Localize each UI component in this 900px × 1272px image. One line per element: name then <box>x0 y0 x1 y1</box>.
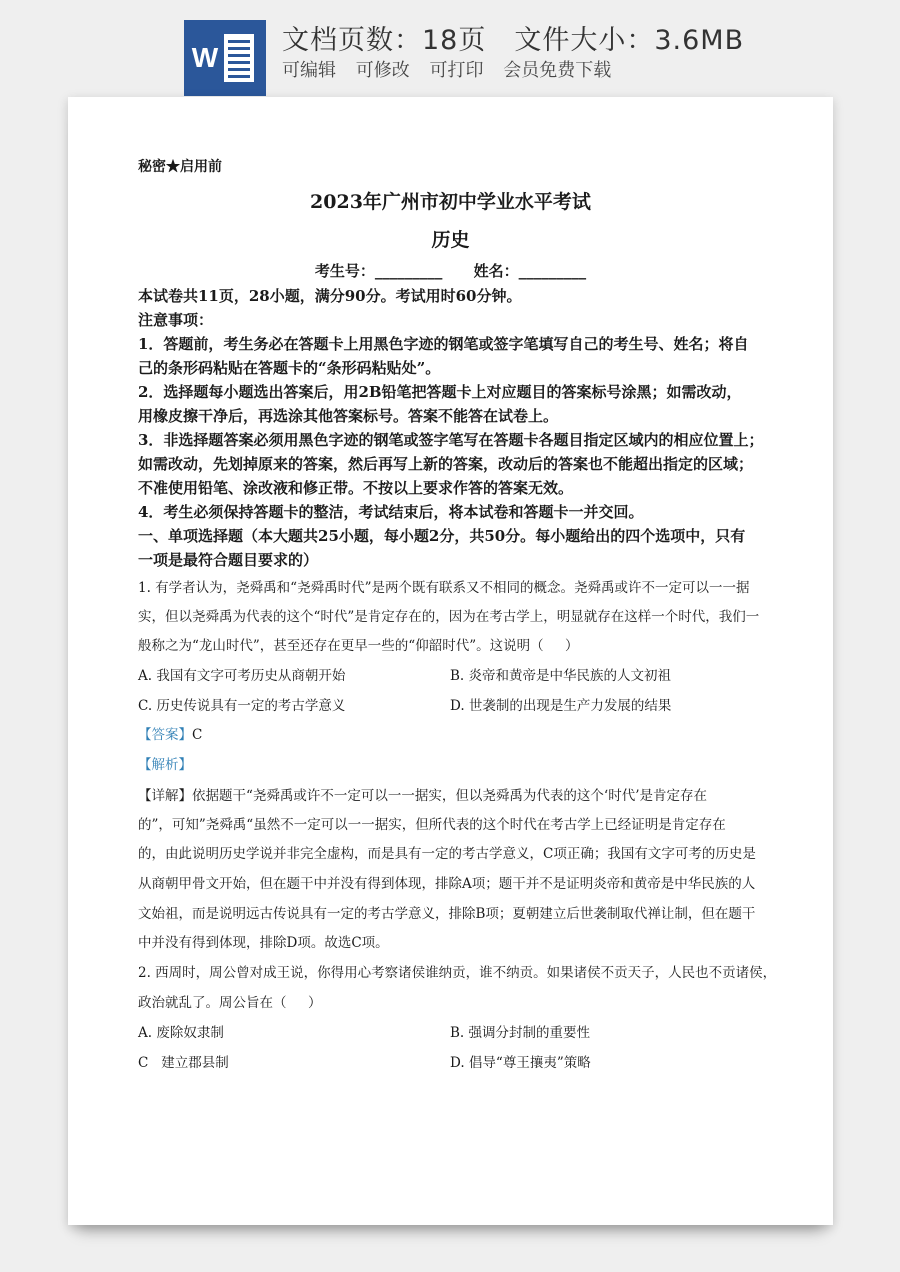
question-2-stem: 政治就乱了。周公旨在（ ） <box>138 995 322 1011</box>
answer-value: C <box>192 727 203 743</box>
exam-intro: 本试卷共11页，28小题，满分90分。考试用时60分钟。 <box>138 287 522 305</box>
page-count: 文档页数：18页 <box>282 25 487 56</box>
question-1-stem: 1. 有学者认为，尧舜禹和“尧舜禹时代”是两个既有联系又不相同的概念。尧舜禹或许不一定可以一一据 <box>138 580 750 596</box>
notice-line: 如需改动，先划掉原来的答案，然后再写上新的答案，改动后的答案也不能超出指定的区域； <box>138 455 754 473</box>
candidate-fields: 考生号：_________ 姓名：_________ <box>314 262 587 280</box>
notice-heading: 注意事项： <box>138 311 214 329</box>
subject-title: 历史 <box>431 229 470 251</box>
feature-printable: 可打印 <box>429 60 484 81</box>
download-banner <box>0 0 900 100</box>
question-1-option-c: C. 历史传说具有一定的考古学意义 <box>138 698 346 714</box>
detail-line: 中并没有得到体现，排除D项。故选C项。 <box>138 935 389 951</box>
question-1-option-b: B. 炎帝和黄帝是中华民族的人文初祖 <box>450 668 672 684</box>
answer-line <box>138 723 202 743</box>
section-heading: 一、单项选择题（本大题共25小题，每小题2分，共50分。每小题给出的四个选项中，只有 <box>138 527 746 545</box>
notice-line: 用橡皮擦干净后，再选涂其他答案标号。答案不能答在试卷上。 <box>138 407 559 425</box>
feature-editable: 可编辑 <box>282 60 336 81</box>
svg-text:W: W <box>191 42 219 73</box>
question-2-option-c: C 建立郡县制 <box>138 1055 229 1071</box>
file-size: 文件大小：3.6MB <box>514 25 745 56</box>
question-1-stem: 实，但以尧舜禹为代表的这个“时代”是肯定存在的，因为在考古学上，明显就存在这样一个时代，我们一 <box>138 609 760 625</box>
secret-label: 秘密★启用前 <box>138 159 222 175</box>
banner-title <box>282 18 744 57</box>
notice-line: 4．考生必须保持答题卡的整洁，考试结束后，将本试卷和答题卡一并交回。 <box>138 503 644 521</box>
question-2-stem: 2. 西周时，周公曾对成王说，你得用心考察诸侯谁纳贡，谁不纳贡。如果诸侯不贡天子，人民也不贡诸侯， <box>138 965 777 981</box>
notice-line: 不准使用铅笔、涂改液和修正带。不按以上要求作答的答案无效。 <box>138 479 574 497</box>
feature-modifiable: 可修改 <box>355 60 410 81</box>
analysis-tag: 【解析】 <box>138 757 192 773</box>
question-2-option-d: D. 倡导“尊王攘夷”策略 <box>450 1055 591 1071</box>
detail-line: 的，由此说明历史学说并非完全虚构，而是具有一定的考古学意义，C项正确；我国有文字可考的历史是 <box>138 846 756 862</box>
notice-line: 1．答题前，考生务必在答题卡上用黑色字迹的钢笔或签字笔填写自己的考生号、姓名；将自 <box>138 335 749 353</box>
detail-line: 文始祖，而是说明远古传说具有一定的考古学意义，排除B项；夏朝建立后世袭制取代禅让制，但在题干 <box>138 906 756 922</box>
document-page <box>68 97 833 1225</box>
notice-line: 2．选择题每小题选出答案后，用2B铅笔把答题卡上对应题目的答案标号涂黑；如需改动， <box>138 383 742 401</box>
banner-features <box>282 56 619 82</box>
detail-line: 从商朝甲骨文开始，但在题干中并没有得到体现，排除A项；题干并不是证明炎帝和黄帝是中华民族的人 <box>138 876 756 892</box>
question-1-stem: 般称之为“龙山时代”，甚至还存在更早一些的“仰韶时代”。这说明（ ） <box>138 638 579 654</box>
question-2-option-b: B. 强调分封制的重要性 <box>450 1025 591 1041</box>
question-1-option-d: D. 世袭制的出现是生产力发展的结果 <box>450 698 672 714</box>
detail-line: 的”，可知”尧舜禹“虽然不一定可以一一据实，但所代表的这个时代在考古学上已经证明是肯定存在 <box>138 817 726 833</box>
feature-member-download: 会员免费下载 <box>503 60 612 81</box>
exam-title: 2023年广州市初中学业水平考试 <box>310 191 591 213</box>
question-2-option-a: A. 废除奴隶制 <box>138 1025 224 1041</box>
word-doc-icon <box>184 20 266 96</box>
detail-line: 【详解】依据题干“尧舜禹或许不一定可以一一据实，但以尧舜禹为代表的这个‘时代’是肯定存在 <box>138 788 707 804</box>
answer-tag: 【答案】 <box>138 727 192 743</box>
notice-line: 3．非选择题答案必须用黑色字迹的钢笔或签字笔写在答题卡各题目指定区域内的相应位置上； <box>138 431 764 449</box>
notice-line: 己的条形码粘贴在答题卡的“条形码粘贴处”。 <box>138 359 441 377</box>
question-1-option-a: A. 我国有文字可考历史从商朝开始 <box>138 668 346 684</box>
section-heading: 一项是最符合题目要求的） <box>138 551 319 569</box>
